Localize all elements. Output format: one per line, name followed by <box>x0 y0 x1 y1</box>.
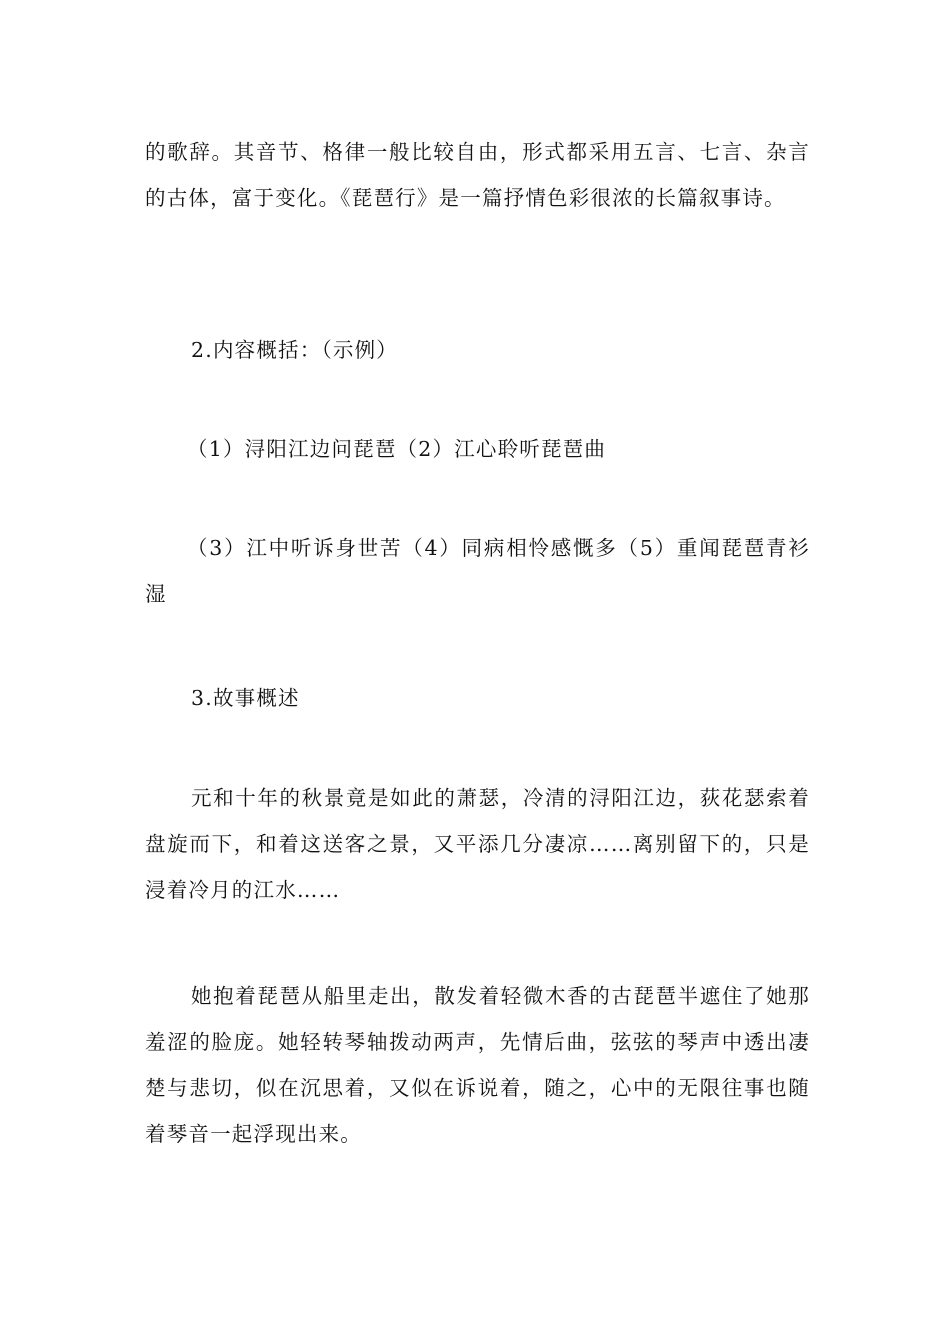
paragraph-story-1: 元和十年的秋景竟是如此的萧瑟，冷清的浔阳江边，荻花瑟索着盘旋而下，和着这送客之景，又平添几分凄凉……离别留下的，只是浸着冷月的江水…… <box>145 786 810 902</box>
summary-line-1: （1）浔阳江边问琵琶（2）江心聆听琵琶曲 <box>187 437 607 461</box>
paragraph-story-2: 她抱着琵琶从船里走出，散发着轻微木香的古琵琶半遮住了她那羞涩的脸庞。她轻转琴轴拨动两声，先情后曲，弦弦的琴声中透出凄楚与悲切，似在沉思着，又似在诉说着，随之，心中的无限往事也随着琴音一起浮现出来。 <box>145 984 810 1146</box>
heading-story-overview: 3.故事概述 <box>191 686 300 710</box>
heading-content-summary: 2.内容概括：（示例） <box>191 338 399 362</box>
paragraph-intro-continued: 的歌辞。其音节、格律一般比较自由，形式都采用五言、七言、杂言的古体，富于变化。《琵琶行》是一篇抒情色彩很浓的长篇叙事诗。 <box>145 140 810 210</box>
summary-line-2: （3）江中听诉身世苦（4）同病相怜感慨多（5）重闻琵琶青衫湿 <box>145 536 810 606</box>
